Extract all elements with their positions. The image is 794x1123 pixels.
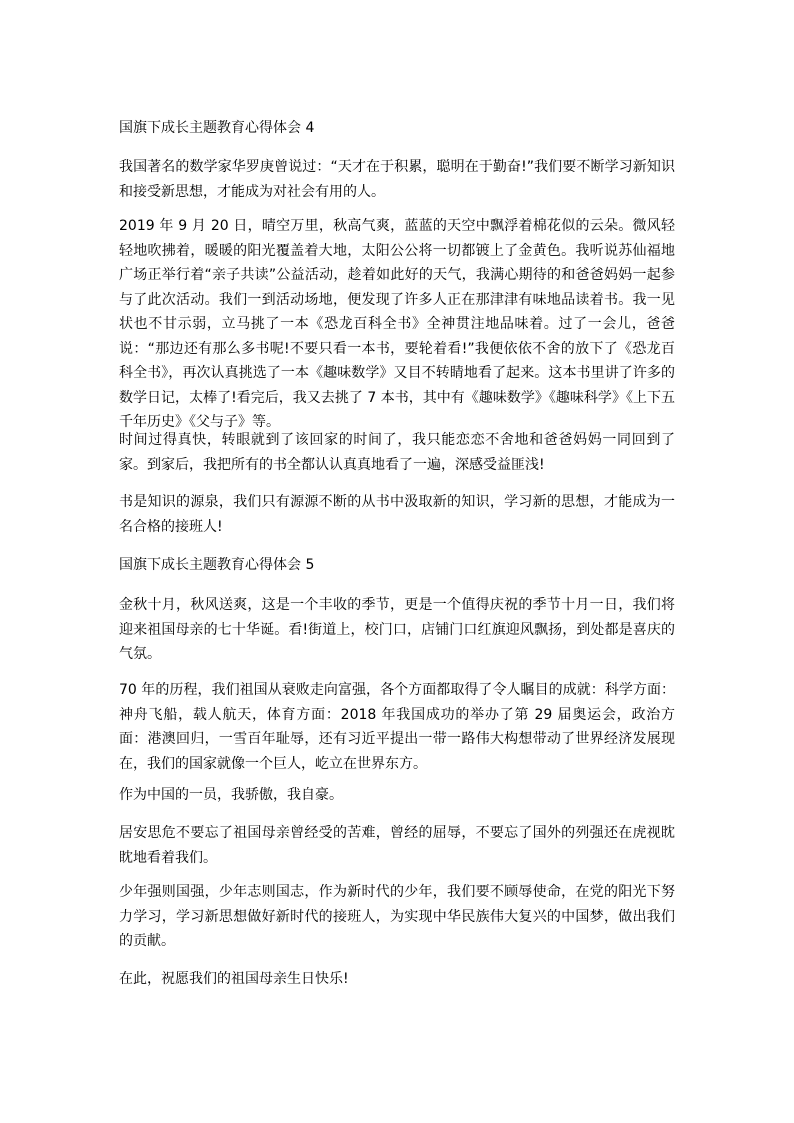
section-5-paragraph-2: 70 年的历程，我们祖国从衰败走向富强，各个方面都取得了令人瞩目的成就：科学方面：神舟飞船，载人航天，体育方面：2018 年我国成功的举办了第 29 届奥运会，政治方面：港澳回归，一雪百年耻辱，还有习近平提出一带一路伟大构想带动了世界经济发展现在，我们的国家就像一个巨人，屹立在世界东方。	[119, 682, 675, 772]
section-5-paragraph-4: 居安思危不要忘了祖国母亲曾经受的苦难，曾经的屈辱，不要忘了国外的列强还在虎视眈眈地看着我们。	[119, 825, 675, 866]
section-5-paragraph-5: 少年强则国强，少年志则国志，作为新时代的少年，我们要不顾辱使命，在党的阳光下努力学习，学习新思想做好新时代的接班人，为实现中华民族伟大复兴的中国梦，做出我们的贡献。	[119, 884, 675, 949]
section-5-paragraph-1: 金秋十月，秋风送爽，这是一个丰收的季节，更是一个值得庆祝的季节十月一日，我们将迎来祖国母亲的七十华诞。看!街道上，校门口，店铺门口红旗迎风飘扬，到处都是喜庆的气氛。	[119, 597, 675, 662]
section-5-paragraph-3: 作为中国的一员，我骄傲，我自豪。	[119, 787, 343, 803]
section-4-title: 国旗下成长主题教育心得体会 4	[119, 120, 315, 136]
section-4-paragraph-2: 2019 年 9 月 20 日，晴空万里，秋高气爽，蓝蓝的天空中飘浮着棉花似的云朵。微风轻轻地吹拂着，暖暖的阳光覆盖着大地，太阳公公将一切都镀上了金黄色。我听说苏仙福地广场正举行着“亲子共读”公益活动，趁着如此好的天气，我满心期待的和爸爸妈妈一起参与了此次活动。我们一到活动场地，便发现了许多人正在那津津有味地品读着书。我一见状也不甘示弱，立马挑了一本《恐龙百科全书》全神贯注地品味着。过了一会儿，爸爸说：“那边还有那么多书呢!不要只看一本书，要轮着看!”我便依依不舍的放下了《恐龙百科全书》，再次认真挑选了一本《趣味数学》又目不转睛地看了起来。这本书里讲了许多的数学日记，太棒了!看完后，我又去挑了 7 本书，其中有《趣味数学》《趣味科学》《上下五千年历史》《父与子》等。	[119, 218, 675, 430]
section-5-paragraph-6: 在此，祝愿我们的祖国母亲生日快乐!	[119, 971, 349, 987]
section-4-paragraph-3: 时间过得真快，转眼就到了该回家的时间了，我只能恋恋不舍地和爸爸妈妈一同回到了家。到家后，我把所有的书全都认认真真地看了一遍，深感受益匪浅!	[119, 432, 675, 473]
section-4-paragraph-4: 书是知识的源泉，我们只有源源不断的从书中汲取新的知识，学习新的思想，才能成为一名合格的接班人!	[119, 494, 675, 535]
section-4-paragraph-1: 我国著名的数学家华罗庚曾说过：“天才在于积累，聪明在于勤奋!”我们要不断学习新知识和接受新思想，才能成为对社会有用的人。	[119, 159, 675, 200]
section-5-title: 国旗下成长主题教育心得体会 5	[119, 557, 315, 573]
